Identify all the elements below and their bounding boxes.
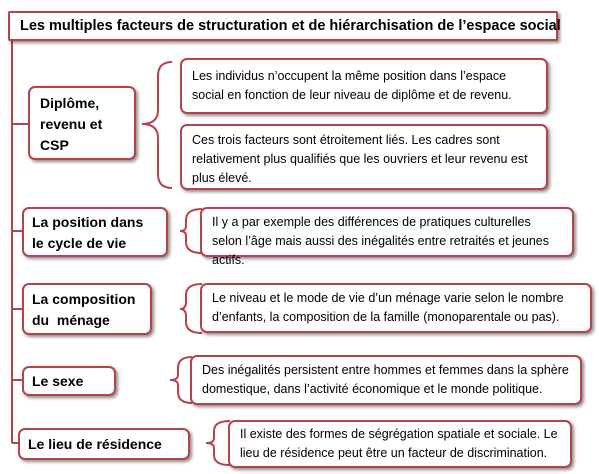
bracket-3 bbox=[180, 284, 202, 333]
description-box-composition-menage bbox=[200, 283, 592, 333]
factor-box-cycle-de-vie bbox=[22, 207, 168, 257]
description-text: Ces trois facteurs sont étroitement liés. Les cadres sont relativement plus qualifiés que les ouvriers et leur revenu est plus élevé. bbox=[192, 133, 528, 185]
factor-box-sexe bbox=[22, 366, 116, 396]
bracket-2 bbox=[180, 209, 202, 253]
factor-label-line: La position dans bbox=[32, 214, 144, 230]
factor-label-line: du ménage bbox=[32, 312, 110, 328]
factor-label-line: Diplôme, bbox=[40, 95, 100, 111]
bracket-4 bbox=[170, 357, 192, 403]
factor-label-line: La composition bbox=[32, 291, 136, 307]
description-text: Le niveau et le mode de vie d’un ménage varie selon le nombre d’enfants, la composition de la famille (monoparentale ou pas). bbox=[212, 291, 564, 324]
factor-label-line: Le lieu de résidence bbox=[28, 436, 162, 452]
brace-1 bbox=[142, 62, 172, 188]
description-box-sexe bbox=[190, 355, 582, 405]
description-text: Les individus n’occupent la même position dans l’espace social en fonction de leur niveau de diplôme et de revenu. bbox=[192, 69, 512, 102]
factor-label-line: Le sexe bbox=[32, 373, 84, 389]
description-box-diplome-1 bbox=[180, 58, 548, 114]
description-box-lieu-de-residence bbox=[228, 420, 572, 468]
factor-box-composition-menage bbox=[22, 283, 152, 335]
description-box-cycle-de-vie bbox=[200, 207, 574, 267]
factor-label-line: revenu et bbox=[40, 116, 103, 132]
description-text: Il existe des formes de ségrégation spatiale et sociale. Le lieu de résidence peut être un facteur de discrimination. bbox=[240, 427, 558, 460]
factor-label-line: le cycle de vie bbox=[32, 235, 127, 251]
factor-box-diplome bbox=[28, 86, 136, 160]
description-text: Il y a par exemple des différences de pratiques culturelles selon l’âge mais aussi des inégalités entre retraités et jeunes actifs. bbox=[212, 215, 549, 267]
bracket-5 bbox=[206, 421, 230, 465]
description-box-diplome-2 bbox=[180, 124, 548, 190]
factor-box-lieu-de-residence bbox=[18, 428, 190, 460]
description-text: Des inégalités persistent entre hommes et femmes dans la sphère domestique, dans l’activité économique et le monde politique. bbox=[202, 363, 569, 396]
factor-label-line: CSP bbox=[40, 137, 69, 153]
page-title: Les multiples facteurs de structuration et de hiérarchisation de l’espace social bbox=[8, 11, 558, 41]
